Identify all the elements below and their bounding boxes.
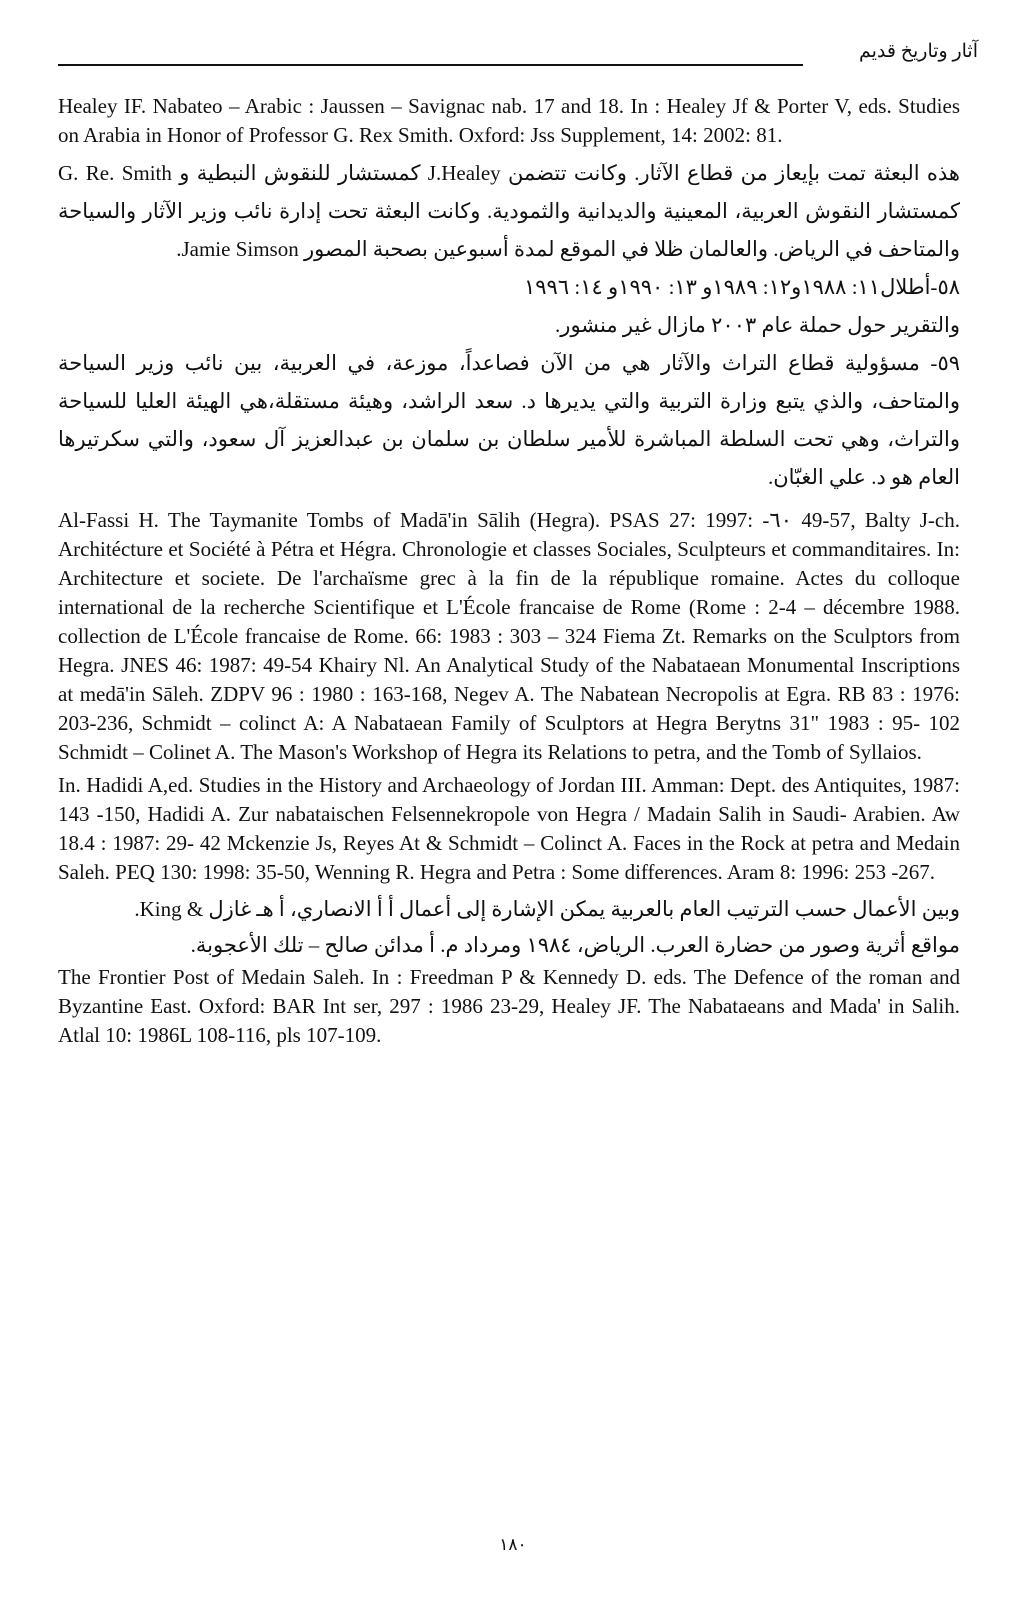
- report-note: والتقرير حول حملة عام ٢٠٠٣ مازال غير منشور.: [555, 313, 960, 337]
- running-title: آثار وتاريخ قديم: [858, 41, 978, 62]
- footnote-59: ٥٩- مسؤولية قطاع التراث والآثار هي من الآن فصاعداً، موزعة، في العربية، بين نائب وزير السياحة والمتاحف، والذي يتبع وزارة التربية والتي يديرها د. سعد الراشد، وهيئة مستقلة،هي الهيئة العليا للسياحة والتراث، وهي تحت السلطة المباشرة للأمير سلطان بن سلمان بن عبدالعزيز آل سعود، والتي سكرتيرها العام هو د. علي الغبّان.: [58, 351, 960, 489]
- healey-reference: Healey IF. Nabateo – Arabic : Jaussen – Savignac nab. 17 and 18. In : Healey Jf & Porter V, eds. Studies on Arabia in Honor of Professor G. Rex Smith. Oxford: Jss Supplement, 14: 2002: 81.: [58, 94, 960, 147]
- arabic-works-note: وبين الأعمال حسب الترتيب العام بالعربية يمكن الإشارة إلى أعمال أ أ الانصاري، أ هـ غازل & King.: [134, 897, 960, 921]
- mission-note: هذه البعثة تمت بإيعاز من قطاع الآثار. وكانت تتضمن J.Healey كمستشار للنقوش النبطية و G. Re. Smith كمستشار النقوش العربية، المعينية والديدانية والثمودية. وكانت البعثة تحت إدارة نائب وزير الآثار والسياحة والمتاحف في الرياض. والعالمان ظلا في الموقع لمدة أسبوعين بصحبة المصور Jamie Simson.: [58, 161, 960, 261]
- hadidi-reference: In. Hadidi A,ed. Studies in the History and Archaeology of Jordan III. Amman: Dept. des Antiquites, 1987: 143 -150, Hadidi A. Zur nabataischen Felsennekropole von Hegra / Madain Salih in Saudi- Arabien. Aw 18.4 : 1987: 29- 42 Mckenzie Js, Reyes At & Schmidt – Colinct A. Faces in the Rock at petra and Medain Saleh. PEQ 130: 1998: 35-50, Wenning R. Hegra and Petra : Some differences. Aram 8: 1996: 253 -267.: [58, 773, 960, 884]
- footnote-58: ٥٨-أطلال١١: ١٩٨٨و١٢: ١٩٨٩و ١٣: ١٩٩٠و ١٤: ١٩٩٦: [524, 275, 960, 299]
- arabic-works-note-2: مواقع أثرية وصور من حضارة العرب. الرياض، ١٩٨٤ ومرداد م. أ مدائن صالح – تلك الأعجوبة.: [190, 933, 960, 957]
- footnote-60: Al-Fassi H. The Taymanite Tombs of Madā'in Sālih (Hegra). PSAS 27: 1997: -٦٠ 49-57, Balty J-ch. Architécture et Société à Pétra et Hégra. Chronologie et classes Sociales, Sculpteurs et commanditaires. In: Architecture et societe. De l'archaïsme grec à la fin de la république romaine. Actes du colloque international de la recherche Scientifique et L'École francaise de Rome (Rome : 2-4 – décembre 1988. collection de L'École francaise de Rome. 66: 1983 : 303 – 324 Fiema Zt. Remarks on the Sculptors from Hegra. JNES 46: 1987: 49-54 Khairy Nl. An Analytical Study of the Nabataean Monumental Inscriptions at medā'in Sāleh. ZDPV 96 : 1980 : 163-168, Negev A. The Nabatean Necropolis at Egra. RB 83 : 1976: 203-236, Schmidt – colinct A: A Nabataean Family of Sculptors at Hegra Berytns 31" 1983 : 95- 102 Schmidt – Colinet A. The Mason's Workshop of Hegra its Relations to petra, and the Tomb of Syllaios.: [58, 508, 960, 764]
- running-header: [58, 38, 978, 68]
- page-number: ١٨٠: [499, 1535, 527, 1554]
- header-rule: [58, 64, 803, 66]
- frontier-reference: The Frontier Post of Medain Saleh. In : Freedman P & Kennedy D. eds. The Defence of the roman and Byzantine East. Oxford: BAR Int ser, 297 : 1986 23-29, Healey JF. The Nabataeans and Mada' in Salih. Atlal 10: 1986L 108-116, pls 107-109.: [58, 965, 960, 1047]
- page-body: [58, 92, 960, 1054]
